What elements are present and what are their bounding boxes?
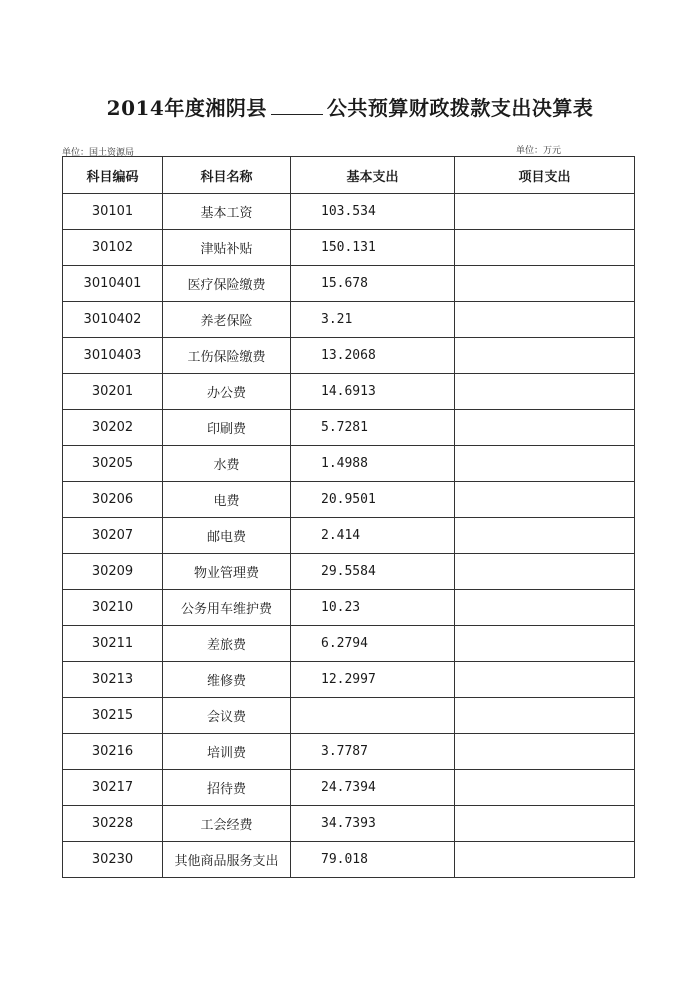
cell-project [455, 230, 635, 266]
cell-project [455, 734, 635, 770]
cell-code: 3010402 [63, 302, 163, 338]
cell-code: 30228 [63, 806, 163, 842]
table-row [63, 698, 635, 734]
table-row [63, 554, 635, 590]
cell-project [455, 518, 635, 554]
table-row [63, 590, 635, 626]
cell-project [455, 698, 635, 734]
cell-project [455, 770, 635, 806]
cell-basic: 150.131 [291, 230, 455, 266]
title-suffix: 公共预算财政拨款支出决算表 [326, 96, 594, 120]
cell-name: 其他商品服务支出 [163, 842, 291, 878]
table-row [63, 806, 635, 842]
table-row [63, 410, 635, 446]
table-row [63, 734, 635, 770]
cell-name: 水费 [163, 446, 291, 482]
cell-project [455, 410, 635, 446]
cell-name: 招待费 [163, 770, 291, 806]
table-row [63, 482, 635, 518]
cell-basic: 14.6913 [291, 374, 455, 410]
table-row [63, 626, 635, 662]
cell-basic: 3.7787 [291, 734, 455, 770]
cell-code: 30210 [63, 590, 163, 626]
cell-basic: 29.5584 [291, 554, 455, 590]
cell-project [455, 590, 635, 626]
table-row [63, 770, 635, 806]
table-row [63, 374, 635, 410]
cell-project [455, 482, 635, 518]
title-prefix: 2014年度湘阴县 [106, 96, 267, 120]
cell-project [455, 194, 635, 230]
cell-basic: 15.678 [291, 266, 455, 302]
cell-basic: 12.2997 [291, 662, 455, 698]
title-blank-line [271, 96, 323, 115]
cell-code: 30102 [63, 230, 163, 266]
unit-currency-label: 单位：万元 [516, 146, 562, 156]
cell-name: 差旅费 [163, 626, 291, 662]
cell-project [455, 338, 635, 374]
cell-project [455, 374, 635, 410]
cell-basic: 10.23 [291, 590, 455, 626]
cell-project [455, 446, 635, 482]
cell-project [455, 662, 635, 698]
cell-name: 养老保险 [163, 302, 291, 338]
header-code: 科目编码 [63, 157, 163, 194]
table-row [63, 446, 635, 482]
table-row [63, 266, 635, 302]
table-row [63, 842, 635, 878]
table-row [63, 230, 635, 266]
cell-name: 公务用车维护费 [163, 590, 291, 626]
cell-project [455, 302, 635, 338]
table-row [63, 662, 635, 698]
cell-basic: 79.018 [291, 842, 455, 878]
cell-code: 30207 [63, 518, 163, 554]
table-row [63, 518, 635, 554]
cell-name: 工会经费 [163, 806, 291, 842]
header-name: 科目名称 [163, 157, 291, 194]
cell-name: 基本工资 [163, 194, 291, 230]
cell-basic: 6.2794 [291, 626, 455, 662]
cell-basic: 34.7393 [291, 806, 455, 842]
cell-basic: 24.7394 [291, 770, 455, 806]
cell-name: 津贴补贴 [163, 230, 291, 266]
cell-name: 培训费 [163, 734, 291, 770]
unit-department-label: 单位：国土资源局 [62, 148, 135, 158]
table-row [63, 338, 635, 374]
cell-project [455, 626, 635, 662]
cell-code: 3010401 [63, 266, 163, 302]
cell-name: 印刷费 [163, 410, 291, 446]
cell-basic: 2.414 [291, 518, 455, 554]
cell-basic: 3.21 [291, 302, 455, 338]
cell-project [455, 806, 635, 842]
cell-project [455, 842, 635, 878]
cell-code: 30215 [63, 698, 163, 734]
cell-name: 物业管理费 [163, 554, 291, 590]
budget-table [62, 156, 635, 878]
cell-code: 30230 [63, 842, 163, 878]
cell-name: 邮电费 [163, 518, 291, 554]
header-basic: 基本支出 [291, 157, 455, 194]
cell-code: 30211 [63, 626, 163, 662]
cell-name: 会议费 [163, 698, 291, 734]
cell-basic: 5.7281 [291, 410, 455, 446]
cell-name: 工伤保险缴费 [163, 338, 291, 374]
page-title [0, 92, 700, 121]
cell-basic: 1.4988 [291, 446, 455, 482]
cell-code: 3010403 [63, 338, 163, 374]
cell-code: 30213 [63, 662, 163, 698]
table-row [63, 302, 635, 338]
cell-code: 30202 [63, 410, 163, 446]
cell-name: 医疗保险缴费 [163, 266, 291, 302]
cell-name: 电费 [163, 482, 291, 518]
cell-code: 30206 [63, 482, 163, 518]
cell-basic: 103.534 [291, 194, 455, 230]
cell-code: 30216 [63, 734, 163, 770]
table-row [63, 194, 635, 230]
cell-basic: 13.2068 [291, 338, 455, 374]
cell-code: 30205 [63, 446, 163, 482]
cell-name: 办公费 [163, 374, 291, 410]
cell-name: 维修费 [163, 662, 291, 698]
cell-code: 30201 [63, 374, 163, 410]
header-project: 项目支出 [455, 157, 635, 194]
cell-project [455, 266, 635, 302]
cell-basic [291, 698, 455, 734]
cell-project [455, 554, 635, 590]
cell-code: 30101 [63, 194, 163, 230]
cell-code: 30209 [63, 554, 163, 590]
table-header-row [63, 157, 635, 194]
cell-code: 30217 [63, 770, 163, 806]
table-body [63, 194, 635, 878]
cell-basic: 20.9501 [291, 482, 455, 518]
